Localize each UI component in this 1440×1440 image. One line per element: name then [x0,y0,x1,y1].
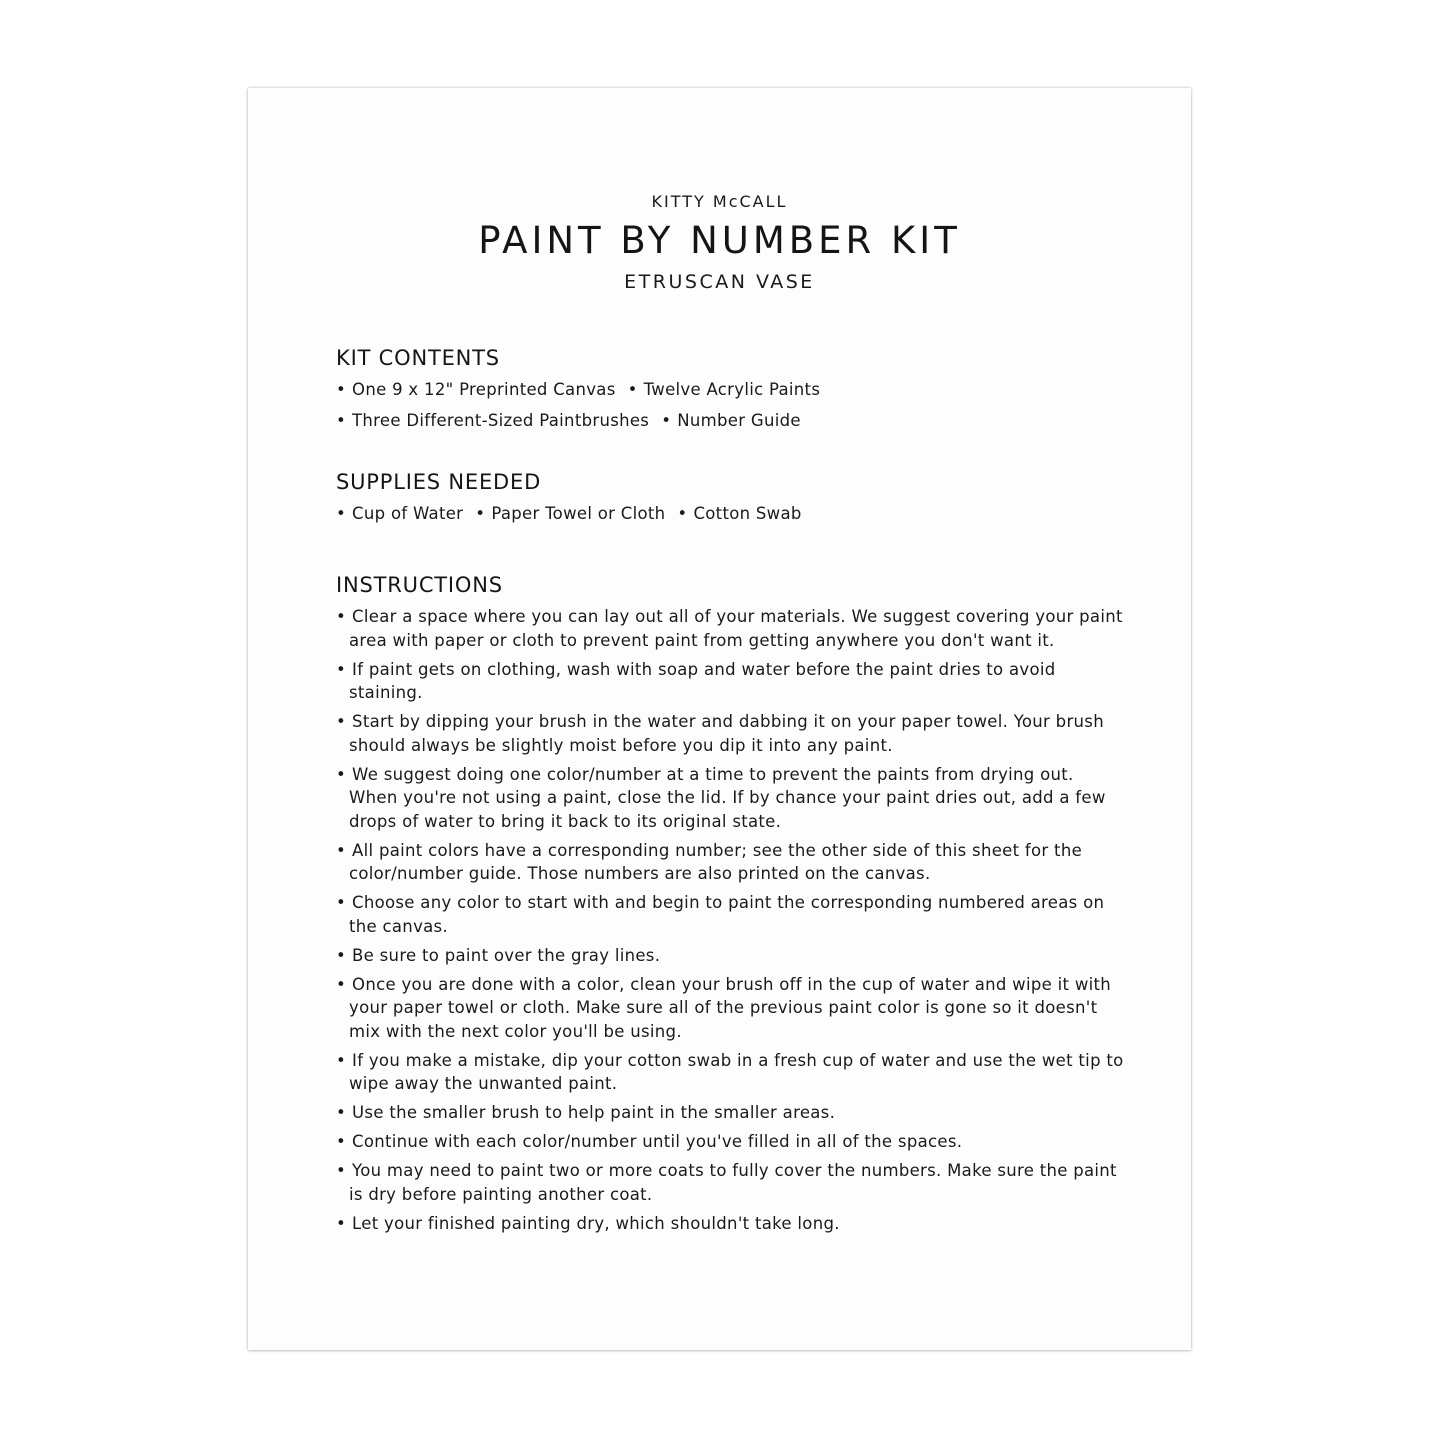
instruction-item [336,973,1126,1044]
page-title: PAINT BY NUMBER KIT [478,219,961,262]
instruction-item [336,1101,1126,1125]
instruction-item [336,1049,1126,1096]
list-item [677,504,801,523]
bullet-icon: • [336,1213,347,1233]
item-line [336,378,1126,401]
bullet-icon: • [336,893,347,912]
instructions-heading: INSTRUCTIONS [336,573,503,597]
bullet-icon: • [336,504,347,523]
bullet-icon: • [336,607,347,626]
instruction-text: You may need to paint two or more coats to fully cover the numbers. Make sure the paint is dry before painting another coat. [349,1161,1117,1204]
kit-contents-section [336,346,1126,432]
list-item-text: Twelve Acrylic Paints [643,380,821,399]
instruction-text: If you make a mistake, dip your cotton swab in a fresh cup of water and use the wet tip to wipe away the unwanted paint. [349,1050,1124,1093]
instruction-text: Once you are done with a color, clean your brush off in the cup of water and wipe it with your paper towel or cloth. Make sure all of the previous paint color is gone so it doesn't mix with the next color you'll be using. [349,974,1112,1041]
bullet-icon: • [336,380,347,399]
list-item [628,380,821,399]
instruction-text: Continue with each color/number until you've filled in all of the spaces. [352,1132,963,1151]
bullet-icon: • [475,504,486,523]
kit-contents-list [336,378,1126,432]
instruction-item [336,1159,1126,1206]
instruction-item [336,1212,1126,1236]
sheet-content [336,346,1126,1241]
bullet-icon: • [336,1132,347,1151]
bullet-icon: • [336,840,347,860]
instruction-text: Start by dipping your brush in the water and dabbing it on your paper towel. Your brush should always be slightly moist before you dip it into any paint. [349,712,1104,755]
list-item [661,411,801,430]
instruction-item [336,658,1126,705]
brand-name: KITTY McCALL [651,192,788,211]
instruction-text: Clear a space where you can lay out all of your materials. We suggest covering your paint area with paper or cloth to prevent paint from getting anywhere you don't want it. [349,607,1123,650]
list-item-text: One 9 x 12" Preprinted Canvas [352,380,616,399]
list-item-text: Paper Towel or Cloth [491,504,666,523]
list-item-text: Number Guide [677,411,801,430]
instructions-list [336,605,1126,1235]
instruction-sheet [248,88,1191,1350]
instruction-text: Use the smaller brush to help paint in the smaller areas. [352,1103,836,1122]
instruction-text: We suggest doing one color/number at a time to prevent the paints from drying out. When you're not using a paint, close the lid. If by chance your paint dries out, add a few drops of water to bring it back to its original state. [349,764,1106,831]
supplies-needed-heading: SUPPLIES NEEDED [336,470,542,494]
list-item-text: Cup of Water [352,504,464,523]
instruction-item [336,839,1126,886]
instruction-item [336,605,1126,652]
instruction-item [336,944,1126,968]
instruction-item [336,710,1126,757]
list-item [475,504,665,523]
instruction-text: Be sure to paint over the gray lines. [352,945,661,965]
bullet-icon: • [336,659,347,679]
instruction-text: Let your finished painting dry, which shouldn't take long. [352,1213,840,1233]
bullet-icon: • [627,380,638,399]
instruction-text: If paint gets on clothing, wash with soap and water before the paint dries to avoid staining. [349,659,1056,702]
instruction-item [336,1130,1126,1154]
instruction-item [336,891,1126,938]
bullet-icon: • [336,712,347,731]
supplies-needed-section [336,470,1126,525]
item-line [336,409,1126,432]
bullet-icon: • [661,411,672,430]
list-item-text: Cotton Swab [693,504,802,523]
bullet-icon: • [336,1103,347,1122]
bullet-icon: • [336,764,347,784]
supplies-needed-list [336,502,1126,525]
instructions-section [336,573,1126,1235]
list-item [336,504,463,523]
instruction-item [336,763,1126,834]
kit-contents-heading: KIT CONTENTS [336,346,500,370]
list-item [336,411,649,430]
bullet-icon: • [336,1050,347,1070]
page-subtitle: ETRUSCAN VASE [624,271,815,293]
instruction-text: All paint colors have a corresponding number; see the other side of this sheet for the color/number guide. Those numbers are also printed on the canvas. [349,840,1083,883]
item-line [336,502,1126,525]
list-item-text: Three Different-Sized Paintbrushes [352,411,650,430]
bullet-icon: • [336,1161,347,1180]
list-item [336,380,616,399]
bullet-icon: • [336,974,347,994]
instruction-text: Choose any color to start with and begin to paint the corresponding numbered areas on the canvas. [349,893,1105,936]
bullet-icon: • [677,504,688,523]
bullet-icon: • [336,945,347,965]
bullet-icon: • [336,411,347,430]
